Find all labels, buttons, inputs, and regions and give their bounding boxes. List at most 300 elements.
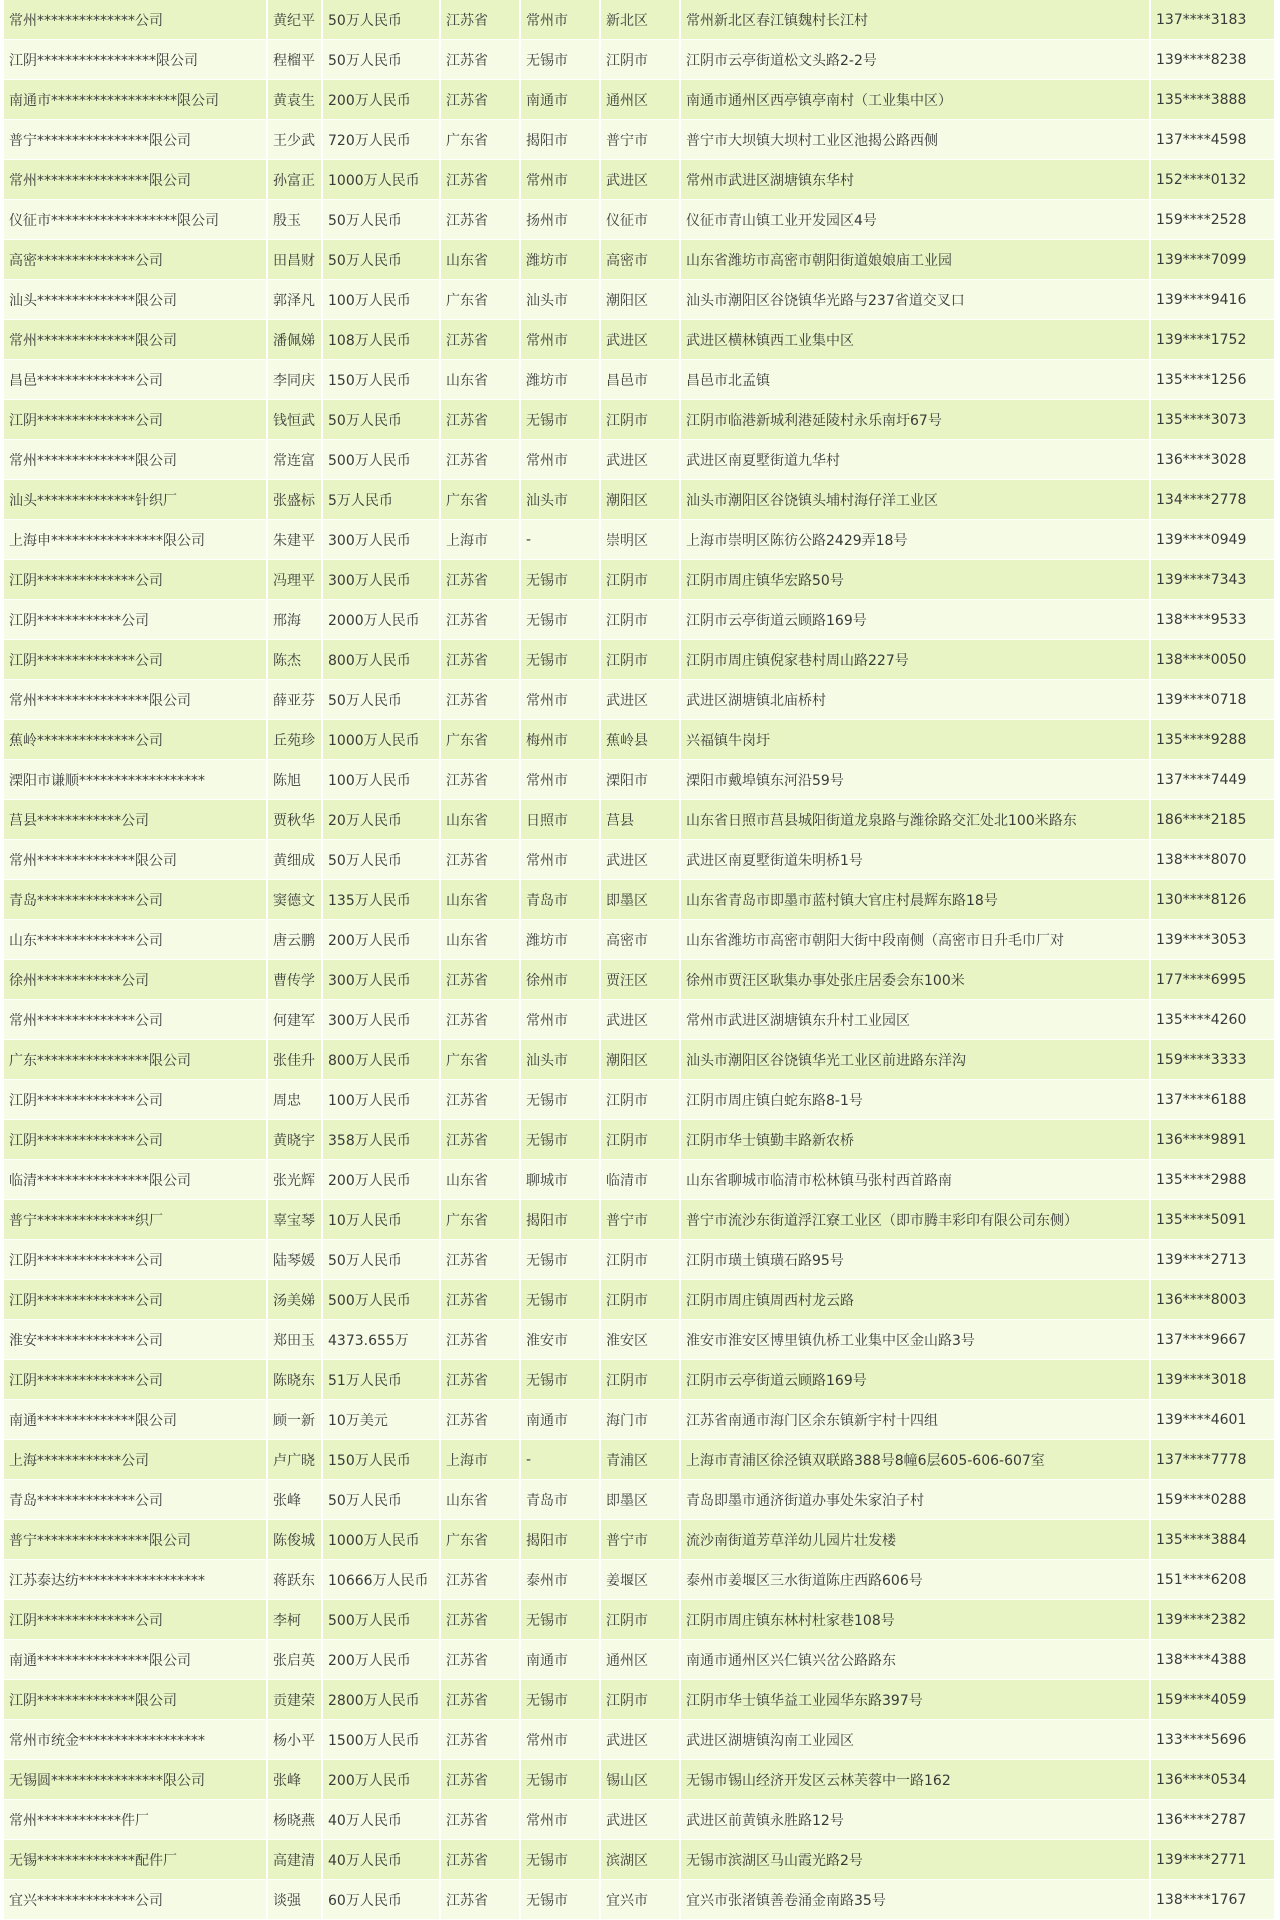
district-cell: 江阴市 bbox=[600, 400, 680, 440]
registered-capital-cell: 50万人民币 bbox=[322, 0, 440, 40]
province-cell: 江苏省 bbox=[440, 1880, 520, 1920]
phone-cell: 159****3333 bbox=[1150, 1040, 1274, 1080]
province-cell: 江苏省 bbox=[440, 1720, 520, 1760]
company-name-cell: 蕉岭**************公司 bbox=[4, 720, 267, 760]
legal-person-cell: 黄细成 bbox=[267, 840, 322, 880]
province-cell: 江苏省 bbox=[440, 1400, 520, 1440]
company-name-cell: 江阴**************公司 bbox=[4, 1120, 267, 1160]
province-cell: 江苏省 bbox=[440, 400, 520, 440]
table-row bbox=[4, 1600, 1274, 1640]
address-cell: 溧阳市戴埠镇东河沿59号 bbox=[680, 760, 1150, 800]
phone-cell: 139****3053 bbox=[1150, 920, 1274, 960]
registered-capital-cell: 2800万人民币 bbox=[322, 1680, 440, 1720]
table-row bbox=[4, 80, 1274, 120]
table-row bbox=[4, 640, 1274, 680]
table-row bbox=[4, 200, 1274, 240]
legal-person-cell: 杨晓燕 bbox=[267, 1800, 322, 1840]
address-cell: 无锡市滨湖区马山霞光路2号 bbox=[680, 1840, 1150, 1880]
city-cell: 无锡市 bbox=[520, 1880, 600, 1920]
company-name-cell: 常州****************限公司 bbox=[4, 160, 267, 200]
company-name-cell: 江阴**************公司 bbox=[4, 1240, 267, 1280]
phone-cell: 130****8126 bbox=[1150, 880, 1274, 920]
district-cell: 莒县 bbox=[600, 800, 680, 840]
legal-person-cell: 朱建平 bbox=[267, 520, 322, 560]
address-cell: 宜兴市张渚镇善卷涌金南路35号 bbox=[680, 1880, 1150, 1920]
legal-person-cell: 邢海 bbox=[267, 600, 322, 640]
company-name-cell: 普宁****************限公司 bbox=[4, 120, 267, 160]
company-name-cell: 南通****************限公司 bbox=[4, 1640, 267, 1680]
province-cell: 江苏省 bbox=[440, 1000, 520, 1040]
district-cell: 即墨区 bbox=[600, 1480, 680, 1520]
registered-capital-cell: 50万人民币 bbox=[322, 200, 440, 240]
address-cell: 徐州市贾汪区耿集办事处张庄居委会东100米 bbox=[680, 960, 1150, 1000]
city-cell: 南通市 bbox=[520, 1400, 600, 1440]
district-cell: 武进区 bbox=[600, 1720, 680, 1760]
address-cell: 流沙南街道芳草洋幼儿园片壮发楼 bbox=[680, 1520, 1150, 1560]
registered-capital-cell: 1000万人民币 bbox=[322, 720, 440, 760]
phone-cell: 139****9416 bbox=[1150, 280, 1274, 320]
address-cell: 武进区横林镇西工业集中区 bbox=[680, 320, 1150, 360]
phone-cell: 151****6208 bbox=[1150, 1560, 1274, 1600]
address-cell: 常州新北区春江镇魏村长江村 bbox=[680, 0, 1150, 40]
district-cell: 武进区 bbox=[600, 1800, 680, 1840]
table-row bbox=[4, 760, 1274, 800]
company-name-cell: 无锡**************配件厂 bbox=[4, 1840, 267, 1880]
address-cell: 武进区湖塘镇北庙桥村 bbox=[680, 680, 1150, 720]
table-row bbox=[4, 720, 1274, 760]
phone-cell: 138****0050 bbox=[1150, 640, 1274, 680]
city-cell: 常州市 bbox=[520, 0, 600, 40]
company-name-cell: 常州**************限公司 bbox=[4, 440, 267, 480]
table-row bbox=[4, 480, 1274, 520]
legal-person-cell: 常连富 bbox=[267, 440, 322, 480]
legal-person-cell: 张启英 bbox=[267, 1640, 322, 1680]
registered-capital-cell: 358万人民币 bbox=[322, 1120, 440, 1160]
city-cell: 潍坊市 bbox=[520, 920, 600, 960]
district-cell: 通州区 bbox=[600, 1640, 680, 1680]
registered-capital-cell: 800万人民币 bbox=[322, 1040, 440, 1080]
province-cell: 江苏省 bbox=[440, 1800, 520, 1840]
company-name-cell: 江阴**************公司 bbox=[4, 1600, 267, 1640]
legal-person-cell: 周忠 bbox=[267, 1080, 322, 1120]
city-cell: 潍坊市 bbox=[520, 240, 600, 280]
company-name-cell: 宜兴**************公司 bbox=[4, 1880, 267, 1920]
province-cell: 江苏省 bbox=[440, 1680, 520, 1720]
district-cell: 锡山区 bbox=[600, 1760, 680, 1800]
province-cell: 江苏省 bbox=[440, 1560, 520, 1600]
district-cell: 海门市 bbox=[600, 1400, 680, 1440]
phone-cell: 139****8238 bbox=[1150, 40, 1274, 80]
district-cell: 溧阳市 bbox=[600, 760, 680, 800]
province-cell: 江苏省 bbox=[440, 640, 520, 680]
company-name-cell: 仪征市******************限公司 bbox=[4, 200, 267, 240]
phone-cell: 139****0718 bbox=[1150, 680, 1274, 720]
province-cell: 山东省 bbox=[440, 880, 520, 920]
registered-capital-cell: 4373.655万 bbox=[322, 1320, 440, 1360]
table-row bbox=[4, 1080, 1274, 1120]
registered-capital-cell: 300万人民币 bbox=[322, 560, 440, 600]
province-cell: 江苏省 bbox=[440, 1080, 520, 1120]
table-row bbox=[4, 840, 1274, 880]
phone-cell: 135****2988 bbox=[1150, 1160, 1274, 1200]
table-row bbox=[4, 1280, 1274, 1320]
registered-capital-cell: 2000万人民币 bbox=[322, 600, 440, 640]
province-cell: 江苏省 bbox=[440, 760, 520, 800]
district-cell: 武进区 bbox=[600, 440, 680, 480]
company-name-cell: 常州**************公司 bbox=[4, 0, 267, 40]
phone-cell: 137****4598 bbox=[1150, 120, 1274, 160]
address-cell: 常州市武进区湖塘镇东华村 bbox=[680, 160, 1150, 200]
registered-capital-cell: 500万人民币 bbox=[322, 440, 440, 480]
company-name-cell: 江阴**************公司 bbox=[4, 1080, 267, 1120]
city-cell: 徐州市 bbox=[520, 960, 600, 1000]
province-cell: 江苏省 bbox=[440, 1840, 520, 1880]
table-row bbox=[4, 880, 1274, 920]
province-cell: 山东省 bbox=[440, 800, 520, 840]
city-cell: 泰州市 bbox=[520, 1560, 600, 1600]
legal-person-cell: 郭泽凡 bbox=[267, 280, 322, 320]
city-cell: 常州市 bbox=[520, 1800, 600, 1840]
district-cell: 江阴市 bbox=[600, 1360, 680, 1400]
city-cell: 无锡市 bbox=[520, 600, 600, 640]
district-cell: 贾汪区 bbox=[600, 960, 680, 1000]
legal-person-cell: 郑田玉 bbox=[267, 1320, 322, 1360]
district-cell: 新北区 bbox=[600, 0, 680, 40]
legal-person-cell: 田昌财 bbox=[267, 240, 322, 280]
address-cell: 上海市崇明区陈彷公路2429弄18号 bbox=[680, 520, 1150, 560]
province-cell: 江苏省 bbox=[440, 1120, 520, 1160]
legal-person-cell: 丘苑珍 bbox=[267, 720, 322, 760]
table-row bbox=[4, 360, 1274, 400]
registered-capital-cell: 135万人民币 bbox=[322, 880, 440, 920]
table-row bbox=[4, 1160, 1274, 1200]
city-cell: 无锡市 bbox=[520, 1840, 600, 1880]
company-name-cell: 莒县************公司 bbox=[4, 800, 267, 840]
legal-person-cell: 钱恒武 bbox=[267, 400, 322, 440]
company-name-cell: 上海申****************限公司 bbox=[4, 520, 267, 560]
table-row bbox=[4, 1760, 1274, 1800]
district-cell: 武进区 bbox=[600, 680, 680, 720]
registered-capital-cell: 200万人民币 bbox=[322, 80, 440, 120]
district-cell: 蕉岭县 bbox=[600, 720, 680, 760]
registered-capital-cell: 51万人民币 bbox=[322, 1360, 440, 1400]
directory-body bbox=[4, 0, 1274, 1920]
province-cell: 江苏省 bbox=[440, 320, 520, 360]
city-cell: 无锡市 bbox=[520, 560, 600, 600]
address-cell: 武进区南夏墅街道朱明桥1号 bbox=[680, 840, 1150, 880]
phone-cell: 139****7099 bbox=[1150, 240, 1274, 280]
city-cell: 揭阳市 bbox=[520, 120, 600, 160]
city-cell: 梅州市 bbox=[520, 720, 600, 760]
district-cell: 普宁市 bbox=[600, 1520, 680, 1560]
registered-capital-cell: 50万人民币 bbox=[322, 680, 440, 720]
address-cell: 汕头市潮阳区谷饶镇头埔村海仔洋工业区 bbox=[680, 480, 1150, 520]
address-cell: 江阴市周庄镇周西村龙云路 bbox=[680, 1280, 1150, 1320]
province-cell: 山东省 bbox=[440, 1480, 520, 1520]
city-cell: 无锡市 bbox=[520, 40, 600, 80]
province-cell: 上海市 bbox=[440, 1440, 520, 1480]
city-cell: 南通市 bbox=[520, 80, 600, 120]
company-name-cell: 普宁**************织厂 bbox=[4, 1200, 267, 1240]
district-cell: 武进区 bbox=[600, 160, 680, 200]
address-cell: 武进区前黄镇永胜路12号 bbox=[680, 1800, 1150, 1840]
province-cell: 广东省 bbox=[440, 1200, 520, 1240]
company-name-cell: 南通市******************限公司 bbox=[4, 80, 267, 120]
table-row bbox=[4, 1560, 1274, 1600]
registered-capital-cell: 300万人民币 bbox=[322, 960, 440, 1000]
registered-capital-cell: 40万人民币 bbox=[322, 1800, 440, 1840]
province-cell: 广东省 bbox=[440, 720, 520, 760]
legal-person-cell: 何建军 bbox=[267, 1000, 322, 1040]
company-name-cell: 江阴************公司 bbox=[4, 600, 267, 640]
registered-capital-cell: 50万人民币 bbox=[322, 400, 440, 440]
address-cell: 江阴市周庄镇倪家巷村周山路227号 bbox=[680, 640, 1150, 680]
city-cell: 常州市 bbox=[520, 320, 600, 360]
phone-cell: 137****7449 bbox=[1150, 760, 1274, 800]
registered-capital-cell: 100万人民币 bbox=[322, 760, 440, 800]
company-name-cell: 常州****************限公司 bbox=[4, 680, 267, 720]
address-cell: 无锡市锡山经济开发区云林芙蓉中一路162 bbox=[680, 1760, 1150, 1800]
registered-capital-cell: 10万美元 bbox=[322, 1400, 440, 1440]
city-cell: 无锡市 bbox=[520, 1360, 600, 1400]
address-cell: 江阴市云亭街道云顾路169号 bbox=[680, 1360, 1150, 1400]
city-cell: 揭阳市 bbox=[520, 1520, 600, 1560]
table-row bbox=[4, 440, 1274, 480]
phone-cell: 139****0949 bbox=[1150, 520, 1274, 560]
company-name-cell: 普宁****************限公司 bbox=[4, 1520, 267, 1560]
legal-person-cell: 孙富正 bbox=[267, 160, 322, 200]
city-cell: 青岛市 bbox=[520, 880, 600, 920]
district-cell: 青浦区 bbox=[600, 1440, 680, 1480]
phone-cell: 136****8003 bbox=[1150, 1280, 1274, 1320]
registered-capital-cell: 200万人民币 bbox=[322, 1160, 440, 1200]
district-cell: 江阴市 bbox=[600, 1680, 680, 1720]
table-row bbox=[4, 1320, 1274, 1360]
company-name-cell: 常州************件厂 bbox=[4, 1800, 267, 1840]
legal-person-cell: 唐云鹏 bbox=[267, 920, 322, 960]
registered-capital-cell: 5万人民币 bbox=[322, 480, 440, 520]
table-row bbox=[4, 1720, 1274, 1760]
address-cell: 上海市青浦区徐泾镇双联路388号8幢6层605-606-607室 bbox=[680, 1440, 1150, 1480]
legal-person-cell: 黄袁生 bbox=[267, 80, 322, 120]
registered-capital-cell: 50万人民币 bbox=[322, 40, 440, 80]
company-name-cell: 江苏泰达纺****************** bbox=[4, 1560, 267, 1600]
legal-person-cell: 李柯 bbox=[267, 1600, 322, 1640]
company-name-cell: 常州市统金****************** bbox=[4, 1720, 267, 1760]
city-cell: 潍坊市 bbox=[520, 360, 600, 400]
province-cell: 江苏省 bbox=[440, 0, 520, 40]
district-cell: 江阴市 bbox=[600, 600, 680, 640]
registered-capital-cell: 300万人民币 bbox=[322, 520, 440, 560]
city-cell: 无锡市 bbox=[520, 1080, 600, 1120]
registered-capital-cell: 1500万人民币 bbox=[322, 1720, 440, 1760]
company-name-cell: 高密**************公司 bbox=[4, 240, 267, 280]
province-cell: 江苏省 bbox=[440, 200, 520, 240]
registered-capital-cell: 60万人民币 bbox=[322, 1880, 440, 1920]
city-cell: 无锡市 bbox=[520, 640, 600, 680]
province-cell: 江苏省 bbox=[440, 680, 520, 720]
province-cell: 江苏省 bbox=[440, 1320, 520, 1360]
address-cell: 青岛即墨市通济街道办事处朱家泊子村 bbox=[680, 1480, 1150, 1520]
province-cell: 广东省 bbox=[440, 1040, 520, 1080]
legal-person-cell: 张佳升 bbox=[267, 1040, 322, 1080]
registered-capital-cell: 50万人民币 bbox=[322, 1480, 440, 1520]
province-cell: 山东省 bbox=[440, 360, 520, 400]
province-cell: 江苏省 bbox=[440, 1600, 520, 1640]
province-cell: 广东省 bbox=[440, 480, 520, 520]
phone-cell: 139****1752 bbox=[1150, 320, 1274, 360]
table-row bbox=[4, 120, 1274, 160]
phone-cell: 138****8070 bbox=[1150, 840, 1274, 880]
address-cell: 南通市通州区兴仁镇兴岔公路路东 bbox=[680, 1640, 1150, 1680]
city-cell: 淮安市 bbox=[520, 1320, 600, 1360]
table-row bbox=[4, 0, 1274, 40]
address-cell: 常州市武进区湖塘镇东升村工业园区 bbox=[680, 1000, 1150, 1040]
address-cell: 普宁市流沙东街道浮江寮工业区（即市腾丰彩印有限公司东侧） bbox=[680, 1200, 1150, 1240]
address-cell: 江阴市周庄镇华宏路50号 bbox=[680, 560, 1150, 600]
address-cell: 汕头市潮阳区谷饶镇华光路与237省道交叉口 bbox=[680, 280, 1150, 320]
city-cell: 聊城市 bbox=[520, 1160, 600, 1200]
phone-cell: 136****0534 bbox=[1150, 1760, 1274, 1800]
province-cell: 江苏省 bbox=[440, 1360, 520, 1400]
address-cell: 江阴市周庄镇白蛇东路8-1号 bbox=[680, 1080, 1150, 1120]
phone-cell: 152****0132 bbox=[1150, 160, 1274, 200]
legal-person-cell: 汤美娣 bbox=[267, 1280, 322, 1320]
address-cell: 江苏省南通市海门区余东镇新宇村十四组 bbox=[680, 1400, 1150, 1440]
address-cell: 兴福镇牛岗圩 bbox=[680, 720, 1150, 760]
city-cell: - bbox=[520, 520, 600, 560]
district-cell: 武进区 bbox=[600, 1000, 680, 1040]
city-cell: 常州市 bbox=[520, 1720, 600, 1760]
legal-person-cell: 李同庆 bbox=[267, 360, 322, 400]
province-cell: 江苏省 bbox=[440, 840, 520, 880]
legal-person-cell: 张光辉 bbox=[267, 1160, 322, 1200]
district-cell: 武进区 bbox=[600, 320, 680, 360]
city-cell: - bbox=[520, 1440, 600, 1480]
province-cell: 广东省 bbox=[440, 1520, 520, 1560]
table-row bbox=[4, 1240, 1274, 1280]
district-cell: 滨湖区 bbox=[600, 1840, 680, 1880]
province-cell: 江苏省 bbox=[440, 600, 520, 640]
legal-person-cell: 张峰 bbox=[267, 1760, 322, 1800]
company-name-cell: 临清****************限公司 bbox=[4, 1160, 267, 1200]
table-row bbox=[4, 1200, 1274, 1240]
address-cell: 江阴市周庄镇东林村杜家巷108号 bbox=[680, 1600, 1150, 1640]
registered-capital-cell: 50万人民币 bbox=[322, 840, 440, 880]
phone-cell: 137****6188 bbox=[1150, 1080, 1274, 1120]
table-row bbox=[4, 560, 1274, 600]
phone-cell: 135****3888 bbox=[1150, 80, 1274, 120]
district-cell: 临清市 bbox=[600, 1160, 680, 1200]
company-name-cell: 江阴**************公司 bbox=[4, 1280, 267, 1320]
city-cell: 常州市 bbox=[520, 840, 600, 880]
company-name-cell: 江阴**************公司 bbox=[4, 560, 267, 600]
table-row bbox=[4, 1520, 1274, 1560]
address-cell: 武进区南夏墅街道九华村 bbox=[680, 440, 1150, 480]
address-cell: 江阴市云亭街道云顾路169号 bbox=[680, 600, 1150, 640]
district-cell: 潮阳区 bbox=[600, 280, 680, 320]
address-cell: 泰州市姜堰区三水街道陈庄西路606号 bbox=[680, 1560, 1150, 1600]
table-row bbox=[4, 800, 1274, 840]
table-row bbox=[4, 1440, 1274, 1480]
legal-person-cell: 卢广晓 bbox=[267, 1440, 322, 1480]
table-row bbox=[4, 1480, 1274, 1520]
province-cell: 山东省 bbox=[440, 1160, 520, 1200]
legal-person-cell: 薛亚芬 bbox=[267, 680, 322, 720]
province-cell: 山东省 bbox=[440, 920, 520, 960]
company-name-cell: 常州**************限公司 bbox=[4, 840, 267, 880]
address-cell: 江阴市华士镇勤丰路新农桥 bbox=[680, 1120, 1150, 1160]
phone-cell: 159****0288 bbox=[1150, 1480, 1274, 1520]
company-name-cell: 汕头**************针织厂 bbox=[4, 480, 267, 520]
table-row bbox=[4, 1840, 1274, 1880]
province-cell: 江苏省 bbox=[440, 560, 520, 600]
district-cell: 江阴市 bbox=[600, 40, 680, 80]
legal-person-cell: 黄纪平 bbox=[267, 0, 322, 40]
company-name-cell: 淮安**************公司 bbox=[4, 1320, 267, 1360]
city-cell: 汕头市 bbox=[520, 1040, 600, 1080]
table-row bbox=[4, 160, 1274, 200]
legal-person-cell: 辜宝琴 bbox=[267, 1200, 322, 1240]
district-cell: 江阴市 bbox=[600, 1120, 680, 1160]
city-cell: 汕头市 bbox=[520, 280, 600, 320]
phone-cell: 136****3028 bbox=[1150, 440, 1274, 480]
registered-capital-cell: 200万人民币 bbox=[322, 1760, 440, 1800]
province-cell: 广东省 bbox=[440, 120, 520, 160]
phone-cell: 138****9533 bbox=[1150, 600, 1274, 640]
district-cell: 普宁市 bbox=[600, 120, 680, 160]
address-cell: 普宁市大坝镇大坝村工业区池揭公路西侧 bbox=[680, 120, 1150, 160]
table-row bbox=[4, 520, 1274, 560]
legal-person-cell: 程榴平 bbox=[267, 40, 322, 80]
legal-person-cell: 黄晓宇 bbox=[267, 1120, 322, 1160]
registered-capital-cell: 10666万人民币 bbox=[322, 1560, 440, 1600]
company-name-cell: 上海************公司 bbox=[4, 1440, 267, 1480]
registered-capital-cell: 1000万人民币 bbox=[322, 1520, 440, 1560]
legal-person-cell: 殷玉 bbox=[267, 200, 322, 240]
phone-cell: 133****5696 bbox=[1150, 1720, 1274, 1760]
company-name-cell: 常州**************限公司 bbox=[4, 320, 267, 360]
phone-cell: 139****2382 bbox=[1150, 1600, 1274, 1640]
city-cell: 常州市 bbox=[520, 760, 600, 800]
table-row bbox=[4, 1040, 1274, 1080]
phone-cell: 177****6995 bbox=[1150, 960, 1274, 1000]
phone-cell: 137****9667 bbox=[1150, 1320, 1274, 1360]
address-cell: 江阴市华士镇华益工业园华东路397号 bbox=[680, 1680, 1150, 1720]
district-cell: 宜兴市 bbox=[600, 1880, 680, 1920]
table-row bbox=[4, 1680, 1274, 1720]
legal-person-cell: 杨小平 bbox=[267, 1720, 322, 1760]
legal-person-cell: 顾一新 bbox=[267, 1400, 322, 1440]
address-cell: 江阴市云亭街道松文头路2-2号 bbox=[680, 40, 1150, 80]
city-cell: 常州市 bbox=[520, 160, 600, 200]
company-name-cell: 山东**************公司 bbox=[4, 920, 267, 960]
phone-cell: 139****3018 bbox=[1150, 1360, 1274, 1400]
table-row bbox=[4, 1880, 1274, 1920]
phone-cell: 135****3884 bbox=[1150, 1520, 1274, 1560]
legal-person-cell: 窦德文 bbox=[267, 880, 322, 920]
company-name-cell: 江阴**************公司 bbox=[4, 1360, 267, 1400]
registered-capital-cell: 50万人民币 bbox=[322, 240, 440, 280]
legal-person-cell: 潘佩娣 bbox=[267, 320, 322, 360]
table-row bbox=[4, 40, 1274, 80]
province-cell: 江苏省 bbox=[440, 1240, 520, 1280]
registered-capital-cell: 40万人民币 bbox=[322, 1840, 440, 1880]
city-cell: 无锡市 bbox=[520, 1600, 600, 1640]
legal-person-cell: 陈晓东 bbox=[267, 1360, 322, 1400]
province-cell: 江苏省 bbox=[440, 80, 520, 120]
registered-capital-cell: 10万人民币 bbox=[322, 1200, 440, 1240]
